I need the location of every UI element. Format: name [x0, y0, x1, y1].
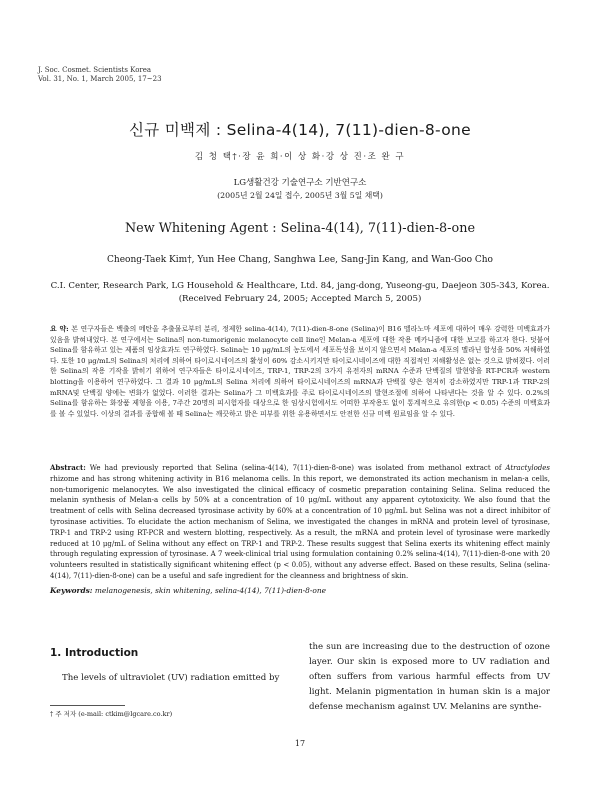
journal-info — [38, 66, 162, 84]
korean-dates: (2005년 2월 24일 접수, 2005년 3월 5일 채택) — [217, 191, 383, 200]
korean-title: 신규 미백제 : Selina-4(14), 7(11)-dien-8-one — [129, 121, 471, 139]
korean-authors: 김 청 택†·장 윤 희·이 상 화·강 상 진·조 완 구 — [194, 152, 406, 162]
journal-volume: Vol. 31, No. 1, March 2005, 17~23 — [38, 75, 162, 83]
summary-text: 본 연구자들은 백출의 메탄올 추출물로부터 분리, 정제한 selina-4(14), 7(11)-dien-8-one (Selina)이 B16 멜라노마 세포에 대하여 매우 강력한 미백효과가 있음을 밝혀내었다. 본 연구에서는 Selina의 non-tumorigenic melanocyte cell line인 Melan-a 세포에 대한 작용 메카니즘에 대한 보고를 하고자 한다. 덧붙여 Selina를 함유하고 있는 제품의 임상효과도 연구하였다. Selina는 10 μg/mL의 농도에서 세포독성을 보이지 않으면서 Melan-a 세포의 멜라닌 합성을 50% 저해하였다. 또한 10 μg/mL의 Selina의 처리에 의하여 타이로시네이즈의 활성이 60% 감소시키지만 타이로시네이즈에 대한 직접적인 저해활성은 없는 것으로 밝혀졌다. 이러한 Selina의 작용 기작을 밝히기 위하여 연구자들은 타이로시네이즈, TRP-1, TRP-2의 3가지 유전자의 mRNA 수준과 단백질의 발현양을 RT-PCR과 western blotting을 이용하여 연구하였다. 그 결과 10 μg/mL의 Selina 처리에 의하여 타이로시네이즈의 mRNA과 단백질 양은 현저히 감소하였지만 TRP-1과 TRP-2의 mRNA및 단백질 양에는 변화가 없었다. 이러한 결과는 Selina가 그 미백효과를 주로 타이로시네이즈의 발현조절에 의하여 나타낸다는 것을 알 수 있다. 0.2%의 Selina를 함유하는 화장품 제형을 이용, 7주간 20명의 피시험자를 대상으로 한 임상시험에서도 어떠한 부작용도 없이 통계적으로 유의한(p < 0.05) 수준의 미백효과를 볼 수 있었다. 이상의 결과를 종합해 볼 때 Selina는 깨끗하고 밝은 피부를 위한 유용하면서도 안전한 신규 미백 원료임을 알 수 있다. — [50, 325, 550, 418]
korean-affiliation: LG생활건강 기술연구소 기반연구소 — [233, 178, 367, 188]
english-abstract — [50, 463, 550, 582]
abstract-text-part2: rhizome and has strong whitening activity in B16 melanoma cells. In this report, we demonstrated its action mechanism in melan-a cells, non-tumorigenic melanocytes. We also investigated the clinical efficacy of cosmetic preparation containing Selina. Selina reduced the melanin synthesis of Melan-a cells by 50% at a concentration of 10 μg/mL without any apparent cytotoxicity. We also found that the treatment of cells with Selina decreased tyrosinase activity by 60% at a concentration of 10 μg/mL but Selina was not a direct inhibitor of tyrosinase activities. To elucidate the action mechanism of Selina, we investigated the changes in mRNA and protein level of tyrosinase, TRP-1 and TRP-2 using RT-PCR and western blotting, respectively. As a result, the mRNA and protein level of tyrosinase were markedly reduced at 10 μg/mL of Selina without any effect on TRP-1 and TRP-2. These results suggest that Selina exerts its whitening effect mainly through regulating expression of tyrosinase. A 7 week-clinical trial using formulation containing 0.2% selina-4(14), 7(11)-dien-8-one with 20 volunteers resulted in statistically significant whitening effect (p < 0.05), without any adverse effect. Based on these results, Selina (selina-4(14), 7(11)-dien-8-one) can be a useful and safe ingredient for the cleanness and brightness of skin. — [50, 474, 550, 580]
abstract-text-part1: We had previously reported that Selina (selina-4(14), 7(11)-dien-8-one) was isolated from methanol extract of — [89, 464, 506, 472]
english-authors: Cheong-Taek Kim†, Yun Hee Chang, Sanghwa Lee, Sang-Jin Kang, and Wan-Goo Cho — [107, 255, 493, 265]
footnote-divider — [50, 705, 125, 706]
introduction-left-column: The levels of ultraviolet (UV) radiation emitted by — [62, 673, 280, 683]
abstract-genus: Atractylodes — [505, 464, 551, 472]
summary-label: 요 약: — [50, 325, 69, 333]
abstract-label: Abstract: — [50, 463, 86, 472]
corresponding-author-footnote: † 주 저자 (e-mail: ctkim@lgcare.co.kr) — [50, 710, 173, 718]
english-affiliation: C.I. Center, Research Park, LG Household & Healthcare, Ltd. 84, jang-dong, Yuseong-gu, Daejeon 305-343, Korea. — [50, 281, 550, 291]
introduction-right-column: the sun are increasing due to the destruction of ozone layer. Our skin is exposed more to UV radiation and often suffers from various harmful effects from UV light. Melanin pigmentation in human skin is a major defense mechanism against UV. Melanins are synthe- — [309, 642, 550, 712]
korean-summary — [50, 324, 550, 419]
introduction-heading: 1. Introduction — [50, 647, 139, 659]
english-dates: (Received February 24, 2005; Accepted March 5, 2005) — [178, 294, 422, 304]
keywords-text: melanogenesis, skin whitening, selina-4(14), 7(11)-dien-8-one — [94, 586, 326, 595]
keywords — [50, 586, 550, 595]
english-title: New Whitening Agent : Selina-4(14), 7(11)-dien-8-one — [124, 221, 476, 236]
journal-name: J. Soc. Cosmet. Scientists Korea — [38, 66, 152, 74]
page-number: 17 — [294, 739, 306, 748]
keywords-label: Keywords: — [50, 586, 93, 595]
